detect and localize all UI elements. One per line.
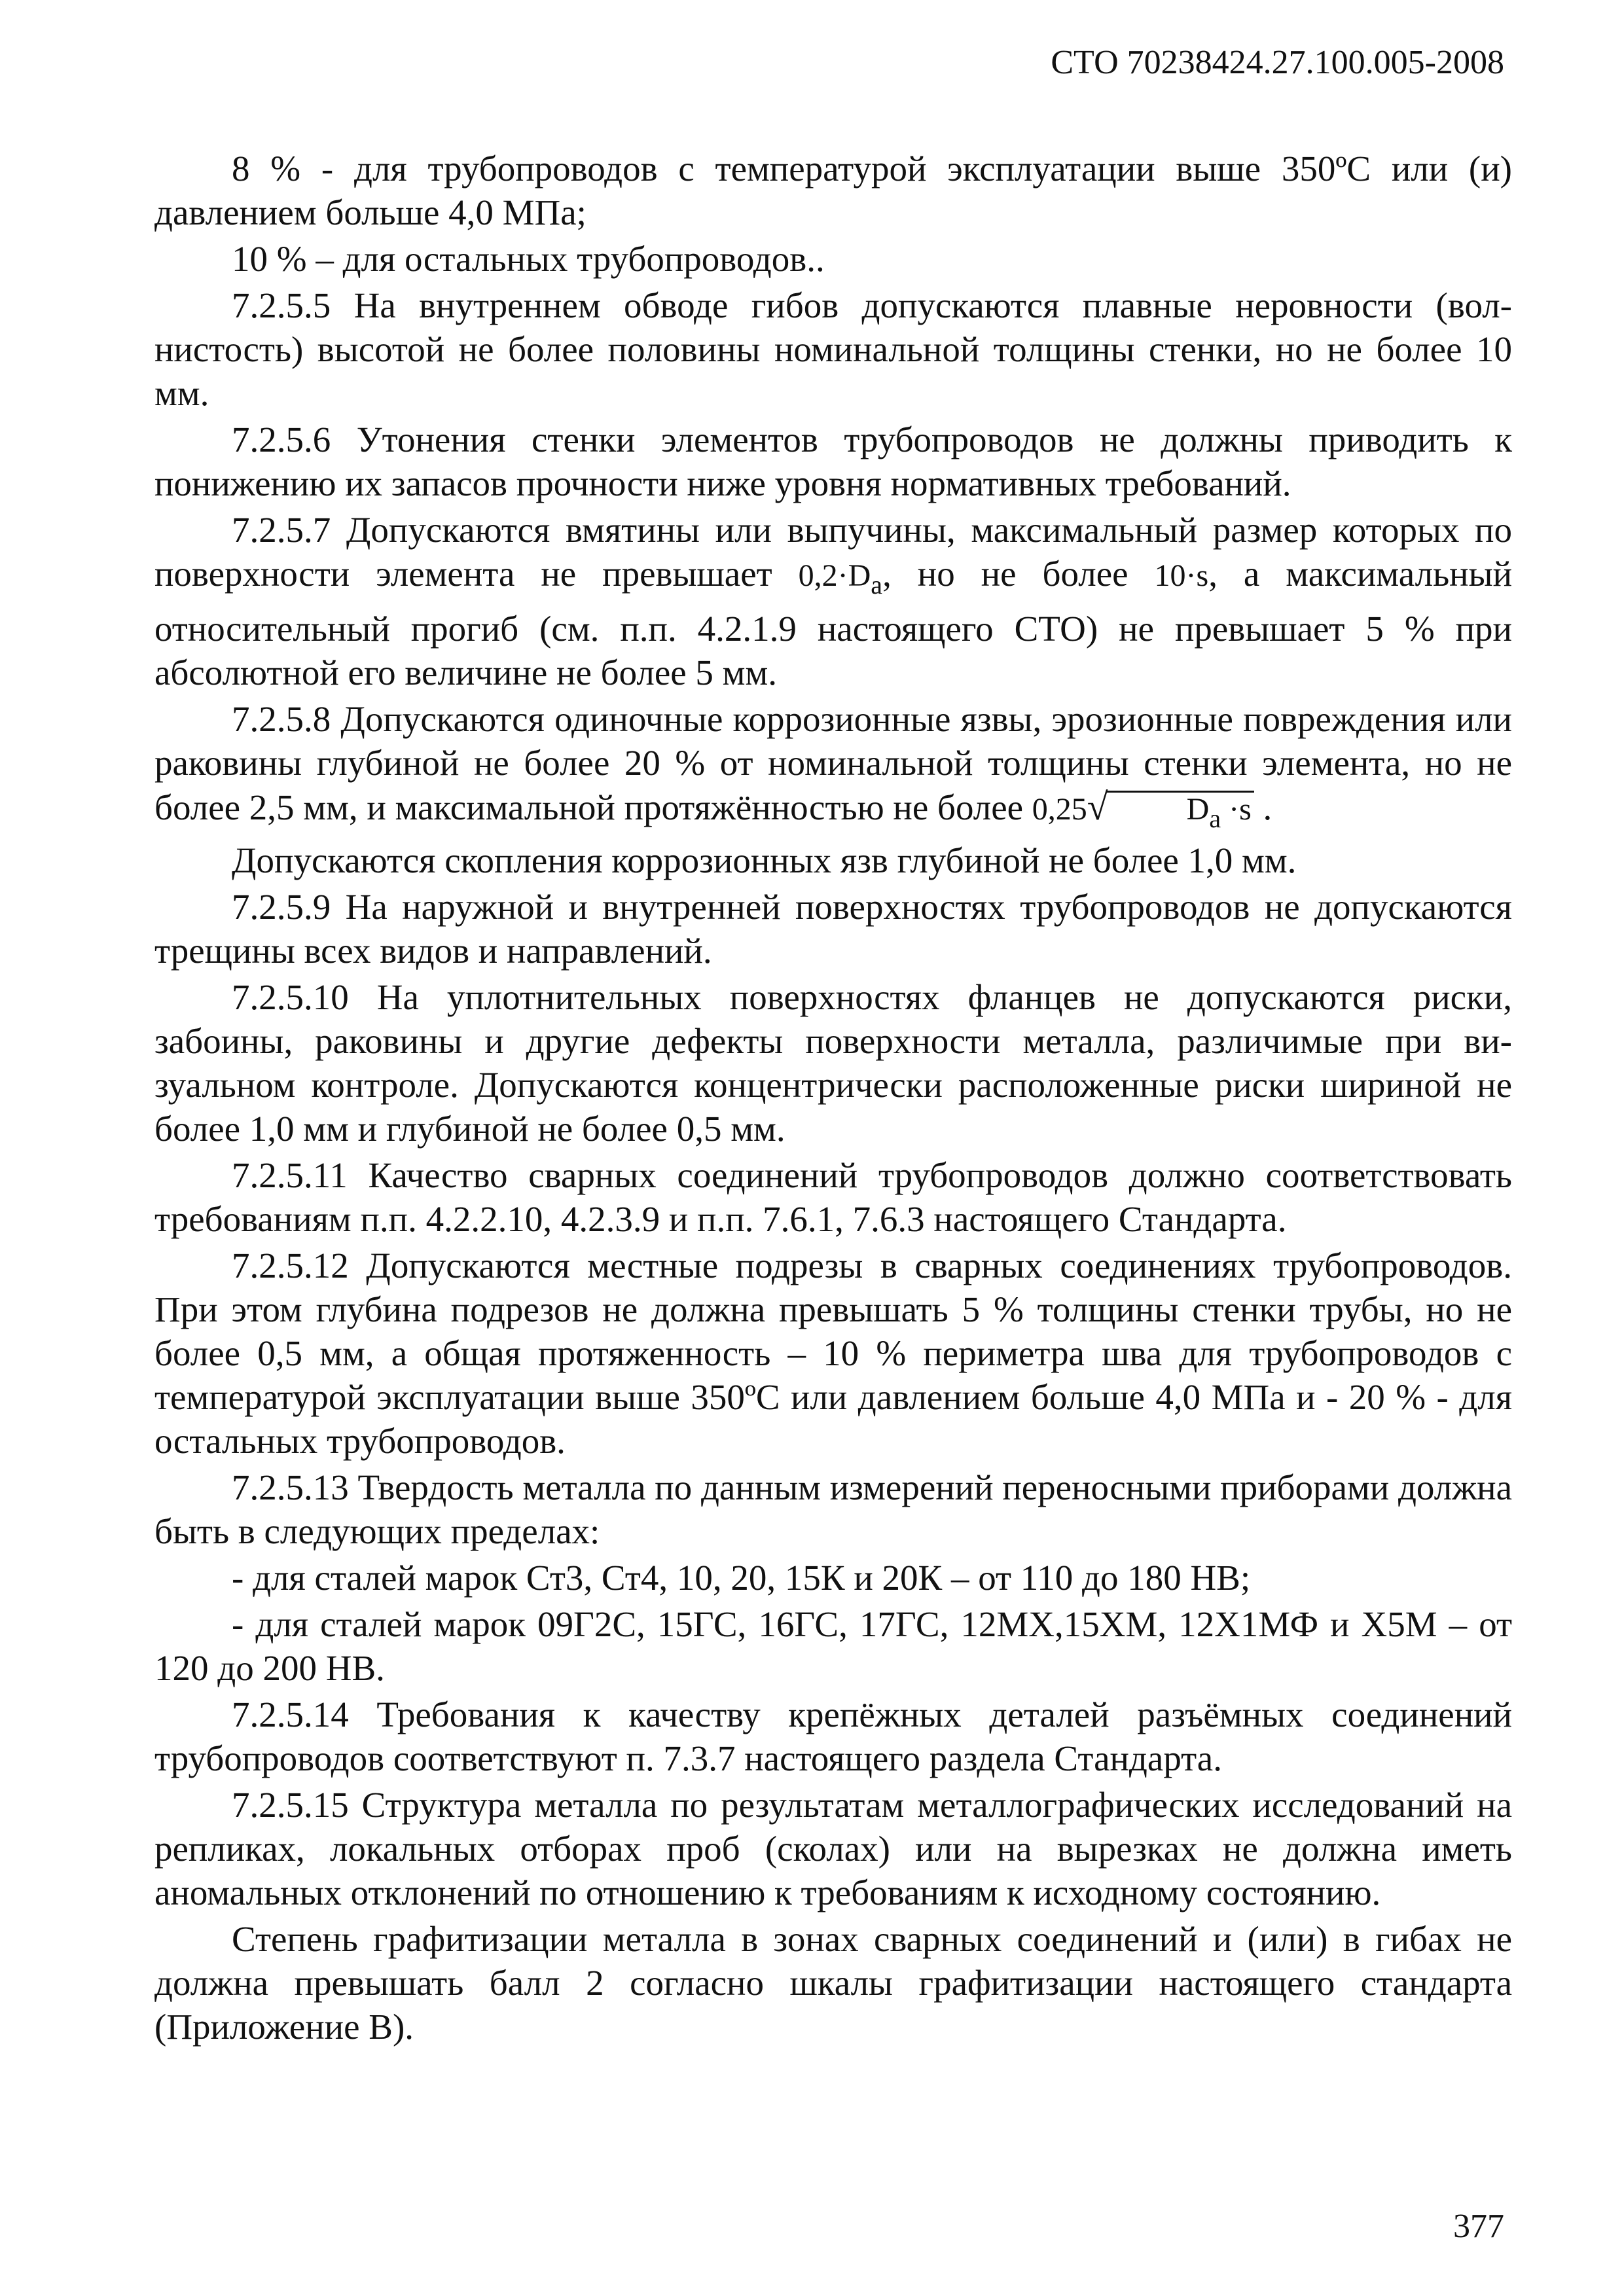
- paragraph: 7.2.5.13 Твердость металла по данным измерений переносными приборами должна быть в следующих пределах:: [154, 1467, 1512, 1551]
- radical-sign: √: [1087, 785, 1108, 828]
- document-body: [154, 147, 1512, 2051]
- paragraph: 7.2.5.14 Требования к качеству крепёжных деталей разъёмных соединений трубопроводов соответствуют п. 7.3.7 настоящего раздела Стандарта.: [154, 1695, 1512, 1778]
- formula-dent-size: $0,2\cdot D_a$: [798, 558, 883, 600]
- page-number: 377: [1453, 2208, 1504, 2245]
- paragraph: 7.2.5.9 На наружной и внутренней поверхностях трубопроводов не допускаются трещины всех видов и направлений.: [154, 887, 1512, 971]
- paragraph: 7.2.5.5 На внутреннем обводе гибов допускаются плавные неровности (волнистость) высотой не более половины номинальной толщины стенки, но не более 10 мм.: [154, 285, 1512, 413]
- paragraph-with-formula: [154, 508, 1512, 694]
- paragraph: 7.2.5.12 Допускаются местные подрезы в сварных соединениях трубопроводов. При этом глубина подрезов не должна превышать 5 % толщины стенки трубы, но не более 0,5 мм, а общая протяженность – 10 % периметра шва для трубопроводов с температурой эксплуатации выше 350ºС или давлением больше 4,0 МПа и - 20 % - для остальных трубопроводов.: [154, 1246, 1512, 1461]
- paragraph: Степень графитизации металла в зонах сварных соединений и (или) в гибах не должна превышать балл 2 согласно шкалы графитизации настоящего стандарта (Приложение В).: [154, 1919, 1512, 2047]
- list-item: - для сталей марок 09Г2С, 15ГС, 16ГС, 17ГС, 12МХ,15ХМ, 12Х1МФ и Х5М – от 120 до 200 НВ.: [154, 1604, 1512, 1688]
- radicand: $D_a \cdot s$: [1107, 791, 1254, 836]
- formula-sqrt: 0,25√ $D_a \cdot s$: [1032, 792, 1254, 827]
- document-code-header: СТО 70238424.27.100.005-2008: [1051, 44, 1504, 81]
- paragraph: 8 % - для трубопроводов с температурой эксплуатации выше 350ºС или (и) давлением больше 4,0 МПа;: [154, 149, 1512, 232]
- list-item: - для сталей марок Ст3, Ст4, 10, 20, 15К и 20К – от 110 до 180 НВ;: [232, 1558, 1251, 1598]
- paragraph-text: .: [1254, 787, 1272, 827]
- paragraph-text: 7.2.5.8 Допускаются одиночные коррозионные язвы, эрозионные повреждения или раковины глубиной не более 20 % от номинальной толщины стенки элемента, но не более 2,5 мм, и максимальной протяжённостью не более: [154, 699, 1512, 827]
- paragraph-text: 7.2.5.7 Допускаются вмятины или выпучины, максимальный размер которых по поверхности элемента не превышает: [154, 510, 1512, 594]
- paragraph-with-formula: [154, 697, 1512, 836]
- paragraph-text: , но не более: [882, 554, 1155, 594]
- paragraph: 7.2.5.15 Структура металла по результатам металлографических исследований на репликах, локальных отборах проб (сколах) или на вырезках не должна иметь аномальных отклонений по отношению к требованиям к исходному состоянию.: [154, 1785, 1512, 1912]
- paragraph: Допускаются скопления коррозионных язв глубиной не более 1,0 мм.: [232, 840, 1297, 880]
- paragraph: 10 % – для остальных трубопроводов..: [232, 239, 825, 279]
- paragraph: 7.2.5.10 На уплотнительных поверхностях фланцев не допускаются риски, забоины, раковины и другие дефекты поверхности металла, различимые при визуальном контроле. Допускаются концентрически расположенные риски шириной не более 1,0 мм и глубиной не более 0,5 мм.: [154, 977, 1512, 1149]
- paragraph-text: , а максимальный относительный прогиб (см. п.п. 4.2.1.9 настоящего СТО) не превышает 5 % при абсолютной его величине не более 5 мм.: [154, 554, 1513, 692]
- formula-thickness-limit: 10·s: [1154, 558, 1209, 593]
- paragraph: 7.2.5.11 Качество сварных соединений трубопроводов должно соответствовать требованиям п.п. 4.2.2.10, 4.2.3.9 и п.п. 7.6.1, 7.6.3 настоящего Стандарта.: [154, 1155, 1512, 1239]
- paragraph: 7.2.5.6 Утонения стенки элементов трубопроводов не должны приводить к понижению их запасов прочности ниже уровня нормативных требований.: [154, 420, 1512, 503]
